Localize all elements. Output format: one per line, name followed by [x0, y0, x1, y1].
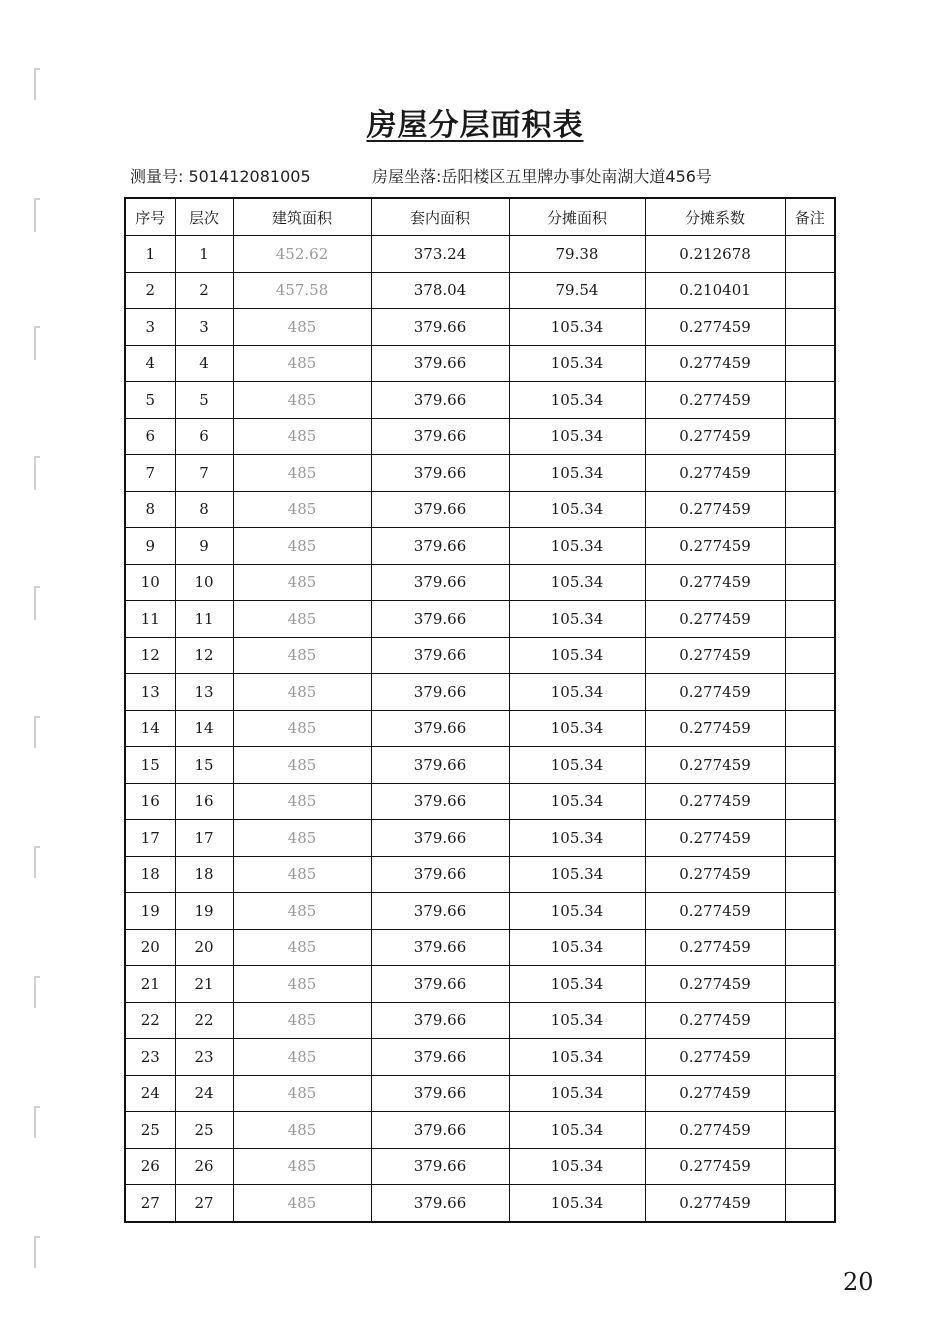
cell-shared-area: 105.34 — [509, 455, 645, 492]
cell-shared-ratio: 0.277459 — [645, 1185, 785, 1222]
cell-floor: 19 — [175, 893, 233, 930]
cell-building-area: 485 — [233, 601, 371, 638]
cell-inner-area: 379.66 — [371, 601, 509, 638]
cell-shared-area: 105.34 — [509, 601, 645, 638]
cell-floor: 21 — [175, 966, 233, 1003]
cell-remarks — [785, 491, 835, 528]
cell-inner-area: 379.66 — [371, 491, 509, 528]
cell-shared-ratio: 0.277459 — [645, 966, 785, 1003]
cell-floor: 24 — [175, 1075, 233, 1112]
cell-inner-area: 379.66 — [371, 637, 509, 674]
cell-floor: 3 — [175, 309, 233, 346]
table-row — [125, 783, 835, 820]
cell-seq: 24 — [125, 1075, 175, 1112]
cell-remarks — [785, 674, 835, 711]
cell-shared-ratio: 0.277459 — [645, 382, 785, 419]
cell-inner-area: 379.66 — [371, 418, 509, 455]
cell-remarks — [785, 1185, 835, 1222]
cell-seq: 12 — [125, 637, 175, 674]
table-row — [125, 966, 835, 1003]
cell-building-area: 485 — [233, 856, 371, 893]
cell-seq: 19 — [125, 893, 175, 930]
page-number: 20 — [843, 1268, 874, 1296]
cell-building-area: 485 — [233, 637, 371, 674]
cell-shared-area: 105.34 — [509, 1185, 645, 1222]
cell-building-area: 485 — [233, 418, 371, 455]
cell-inner-area: 378.04 — [371, 272, 509, 309]
cell-seq: 20 — [125, 929, 175, 966]
table-row — [125, 455, 835, 492]
cell-remarks — [785, 747, 835, 784]
cell-seq: 2 — [125, 272, 175, 309]
cell-inner-area: 379.66 — [371, 674, 509, 711]
cell-shared-area: 105.34 — [509, 929, 645, 966]
cell-shared-ratio: 0.277459 — [645, 637, 785, 674]
cell-inner-area: 379.66 — [371, 856, 509, 893]
cell-shared-ratio: 0.277459 — [645, 418, 785, 455]
cell-inner-area: 379.66 — [371, 966, 509, 1003]
cell-building-area: 485 — [233, 345, 371, 382]
cell-building-area: 485 — [233, 710, 371, 747]
cell-remarks — [785, 418, 835, 455]
cell-shared-area: 105.34 — [509, 564, 645, 601]
cell-floor: 27 — [175, 1185, 233, 1222]
table-row — [125, 491, 835, 528]
cell-inner-area: 379.66 — [371, 455, 509, 492]
cell-seq: 22 — [125, 1002, 175, 1039]
cell-remarks — [785, 820, 835, 857]
cell-inner-area: 379.66 — [371, 710, 509, 747]
cell-building-area: 485 — [233, 528, 371, 565]
cell-floor: 12 — [175, 637, 233, 674]
header-seq: 序号 — [125, 198, 175, 236]
cell-shared-ratio: 0.277459 — [645, 455, 785, 492]
cell-remarks — [785, 564, 835, 601]
cell-building-area: 485 — [233, 1002, 371, 1039]
cell-floor: 7 — [175, 455, 233, 492]
cell-remarks — [785, 710, 835, 747]
header-floor: 层次 — [175, 198, 233, 236]
cell-shared-ratio: 0.277459 — [645, 929, 785, 966]
cell-inner-area: 379.66 — [371, 1039, 509, 1076]
cell-shared-area: 105.34 — [509, 1002, 645, 1039]
table-row — [125, 820, 835, 857]
table-row — [125, 1075, 835, 1112]
cell-shared-ratio: 0.277459 — [645, 1002, 785, 1039]
cell-seq: 9 — [125, 528, 175, 565]
cell-shared-area: 105.34 — [509, 345, 645, 382]
cell-building-area: 485 — [233, 966, 371, 1003]
cell-building-area: 485 — [233, 929, 371, 966]
table-row — [125, 272, 835, 309]
table-row — [125, 893, 835, 930]
table-row — [125, 528, 835, 565]
cell-inner-area: 379.66 — [371, 893, 509, 930]
cell-shared-area: 105.34 — [509, 528, 645, 565]
cell-floor: 13 — [175, 674, 233, 711]
cell-floor: 2 — [175, 272, 233, 309]
cell-shared-area: 105.34 — [509, 856, 645, 893]
cell-seq: 3 — [125, 309, 175, 346]
cell-inner-area: 379.66 — [371, 820, 509, 857]
cell-remarks — [785, 966, 835, 1003]
cell-floor: 6 — [175, 418, 233, 455]
header-shared-ratio: 分摊系数 — [645, 198, 785, 236]
cell-remarks — [785, 236, 835, 273]
cell-building-area: 452.62 — [233, 236, 371, 273]
cell-inner-area: 373.24 — [371, 236, 509, 273]
cell-inner-area: 379.66 — [371, 564, 509, 601]
cell-remarks — [785, 1039, 835, 1076]
cell-building-area: 485 — [233, 455, 371, 492]
cell-shared-area: 105.34 — [509, 1148, 645, 1185]
cell-seq: 21 — [125, 966, 175, 1003]
cell-inner-area: 379.66 — [371, 1002, 509, 1039]
cell-floor: 10 — [175, 564, 233, 601]
survey-number: 测量号: 501412081005 — [130, 167, 311, 186]
cell-remarks — [785, 1075, 835, 1112]
cell-building-area: 485 — [233, 820, 371, 857]
table-row — [125, 382, 835, 419]
cell-shared-area: 105.34 — [509, 966, 645, 1003]
binding-mark — [34, 846, 40, 878]
cell-inner-area: 379.66 — [371, 747, 509, 784]
cell-seq: 5 — [125, 382, 175, 419]
cell-shared-ratio: 0.277459 — [645, 1112, 785, 1149]
cell-remarks — [785, 272, 835, 309]
cell-floor: 15 — [175, 747, 233, 784]
table-row — [125, 345, 835, 382]
cell-shared-area: 105.34 — [509, 747, 645, 784]
cell-shared-area: 105.34 — [509, 309, 645, 346]
cell-shared-ratio: 0.277459 — [645, 710, 785, 747]
cell-shared-ratio: 0.277459 — [645, 893, 785, 930]
cell-building-area: 485 — [233, 1185, 371, 1222]
title-text: 房屋分层面积表 — [366, 108, 584, 143]
cell-floor: 25 — [175, 1112, 233, 1149]
binding-mark — [34, 326, 40, 360]
cell-floor: 17 — [175, 820, 233, 857]
binding-mark — [34, 198, 40, 232]
cell-remarks — [785, 1148, 835, 1185]
cell-building-area: 485 — [233, 783, 371, 820]
cell-remarks — [785, 1112, 835, 1149]
cell-shared-ratio: 0.277459 — [645, 601, 785, 638]
cell-building-area: 485 — [233, 491, 371, 528]
cell-shared-ratio: 0.277459 — [645, 1039, 785, 1076]
cell-building-area: 485 — [233, 747, 371, 784]
table-row — [125, 1148, 835, 1185]
cell-inner-area: 379.66 — [371, 783, 509, 820]
header-inner-area: 套内面积 — [371, 198, 509, 236]
table-row — [125, 601, 835, 638]
table-row — [125, 929, 835, 966]
cell-shared-area: 105.34 — [509, 820, 645, 857]
table-row — [125, 637, 835, 674]
cell-floor: 16 — [175, 783, 233, 820]
cell-shared-ratio: 0.277459 — [645, 747, 785, 784]
document-title — [0, 100, 950, 144]
cell-seq: 26 — [125, 1148, 175, 1185]
binding-mark — [34, 716, 40, 748]
cell-shared-area: 105.34 — [509, 491, 645, 528]
cell-inner-area: 379.66 — [371, 382, 509, 419]
table-row — [125, 1185, 835, 1222]
table-row — [125, 747, 835, 784]
cell-building-area: 485 — [233, 309, 371, 346]
cell-shared-ratio: 0.210401 — [645, 272, 785, 309]
cell-shared-ratio: 0.277459 — [645, 528, 785, 565]
cell-building-area: 457.58 — [233, 272, 371, 309]
cell-floor: 14 — [175, 710, 233, 747]
header-shared-area: 分摊面积 — [509, 198, 645, 236]
cell-seq: 17 — [125, 820, 175, 857]
cell-building-area: 485 — [233, 1039, 371, 1076]
cell-inner-area: 379.66 — [371, 1185, 509, 1222]
cell-shared-ratio: 0.277459 — [645, 564, 785, 601]
cell-building-area: 485 — [233, 382, 371, 419]
binding-mark — [34, 1106, 40, 1138]
cell-remarks — [785, 929, 835, 966]
cell-floor: 9 — [175, 528, 233, 565]
cell-remarks — [785, 382, 835, 419]
cell-building-area: 485 — [233, 1112, 371, 1149]
cell-seq: 27 — [125, 1185, 175, 1222]
cell-building-area: 485 — [233, 1075, 371, 1112]
cell-seq: 11 — [125, 601, 175, 638]
cell-remarks — [785, 528, 835, 565]
cell-floor: 18 — [175, 856, 233, 893]
cell-floor: 22 — [175, 1002, 233, 1039]
cell-shared-ratio: 0.277459 — [645, 783, 785, 820]
cell-shared-area: 105.34 — [509, 783, 645, 820]
cell-seq: 6 — [125, 418, 175, 455]
cell-seq: 23 — [125, 1039, 175, 1076]
cell-shared-ratio: 0.277459 — [645, 1148, 785, 1185]
cell-shared-ratio: 0.277459 — [645, 856, 785, 893]
cell-shared-ratio: 0.277459 — [645, 345, 785, 382]
floor-area-table — [124, 197, 836, 1223]
cell-shared-ratio: 0.277459 — [645, 1075, 785, 1112]
cell-building-area: 485 — [233, 893, 371, 930]
binding-mark — [34, 68, 40, 100]
cell-seq: 13 — [125, 674, 175, 711]
cell-seq: 8 — [125, 491, 175, 528]
table-row — [125, 564, 835, 601]
cell-shared-area: 105.34 — [509, 382, 645, 419]
cell-inner-area: 379.66 — [371, 309, 509, 346]
binding-mark — [34, 1236, 40, 1268]
cell-shared-area: 105.34 — [509, 1075, 645, 1112]
cell-inner-area: 379.66 — [371, 345, 509, 382]
cell-shared-area: 105.34 — [509, 418, 645, 455]
cell-remarks — [785, 1002, 835, 1039]
cell-shared-area: 105.34 — [509, 710, 645, 747]
cell-remarks — [785, 893, 835, 930]
cell-inner-area: 379.66 — [371, 1148, 509, 1185]
cell-shared-area: 105.34 — [509, 637, 645, 674]
cell-floor: 26 — [175, 1148, 233, 1185]
property-address: 房屋坐落:岳阳楼区五里牌办事处南湖大道456号 — [372, 167, 712, 186]
cell-seq: 1 — [125, 236, 175, 273]
table-row — [125, 674, 835, 711]
header-remarks: 备注 — [785, 198, 835, 236]
cell-seq: 18 — [125, 856, 175, 893]
table-row — [125, 710, 835, 747]
cell-inner-area: 379.66 — [371, 528, 509, 565]
cell-remarks — [785, 455, 835, 492]
cell-shared-ratio: 0.212678 — [645, 236, 785, 273]
table-row — [125, 236, 835, 273]
table-row — [125, 1039, 835, 1076]
cell-shared-area: 105.34 — [509, 674, 645, 711]
cell-shared-area: 79.38 — [509, 236, 645, 273]
binding-mark — [34, 456, 40, 490]
cell-floor: 4 — [175, 345, 233, 382]
cell-shared-ratio: 0.277459 — [645, 820, 785, 857]
cell-building-area: 485 — [233, 674, 371, 711]
cell-seq: 4 — [125, 345, 175, 382]
binding-mark — [34, 976, 40, 1008]
cell-remarks — [785, 309, 835, 346]
cell-inner-area: 379.66 — [371, 929, 509, 966]
cell-inner-area: 379.66 — [371, 1112, 509, 1149]
cell-seq: 15 — [125, 747, 175, 784]
cell-remarks — [785, 856, 835, 893]
table-row — [125, 309, 835, 346]
table-row — [125, 856, 835, 893]
cell-building-area: 485 — [233, 1148, 371, 1185]
cell-floor: 5 — [175, 382, 233, 419]
cell-shared-area: 105.34 — [509, 1112, 645, 1149]
cell-seq: 14 — [125, 710, 175, 747]
header-building-area: 建筑面积 — [233, 198, 371, 236]
cell-shared-ratio: 0.277459 — [645, 491, 785, 528]
cell-shared-ratio: 0.277459 — [645, 309, 785, 346]
cell-remarks — [785, 601, 835, 638]
cell-floor: 1 — [175, 236, 233, 273]
cell-shared-area: 105.34 — [509, 1039, 645, 1076]
table-row — [125, 1112, 835, 1149]
cell-floor: 20 — [175, 929, 233, 966]
cell-remarks — [785, 637, 835, 674]
cell-shared-area: 79.54 — [509, 272, 645, 309]
cell-inner-area: 379.66 — [371, 1075, 509, 1112]
cell-seq: 10 — [125, 564, 175, 601]
cell-floor: 11 — [175, 601, 233, 638]
table-row — [125, 1002, 835, 1039]
cell-remarks — [785, 345, 835, 382]
cell-building-area: 485 — [233, 564, 371, 601]
cell-floor: 23 — [175, 1039, 233, 1076]
cell-remarks — [785, 783, 835, 820]
cell-seq: 16 — [125, 783, 175, 820]
binding-mark — [34, 586, 40, 620]
cell-shared-area: 105.34 — [509, 893, 645, 930]
table-header-row — [125, 198, 835, 236]
cell-seq: 7 — [125, 455, 175, 492]
cell-seq: 25 — [125, 1112, 175, 1149]
table-row — [125, 418, 835, 455]
cell-shared-ratio: 0.277459 — [645, 674, 785, 711]
cell-floor: 8 — [175, 491, 233, 528]
